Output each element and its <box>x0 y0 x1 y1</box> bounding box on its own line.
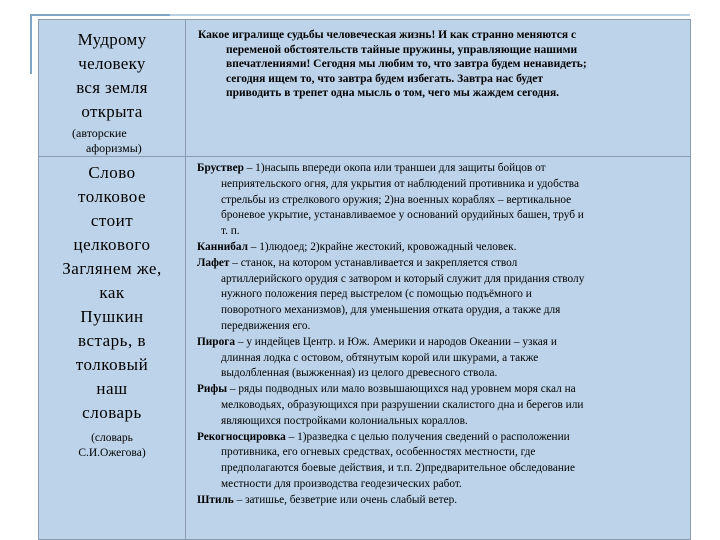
definition-entry <box>197 256 684 335</box>
definition-continuation: неприятельского огня, для укрытия от наблюдений противника и удобства <box>221 177 579 190</box>
definition-entry <box>197 240 684 256</box>
definition-continuation: т. п. <box>221 225 240 238</box>
definition-term: Штиль <box>197 493 234 506</box>
definition-term: Лафет <box>197 256 230 269</box>
definition-continuation: артиллерийского орудия с затвором и который служит для придания стволу <box>221 272 585 285</box>
aphorism-quote-cell <box>186 20 691 157</box>
dictionary-heading-cell <box>39 157 186 540</box>
definitions-list <box>186 157 690 509</box>
dictionary-source <box>39 431 185 461</box>
definition-text: – ряды подводных или мало возвышающихся над уровнем моря скал на <box>227 383 576 396</box>
definition-entry <box>197 430 684 493</box>
aphorism-heading-cell <box>39 20 186 157</box>
definition-term: Пирога <box>197 335 236 348</box>
definition-continuation: мелководьях, образующихся при разрушении скалистого дна и берегов или <box>221 398 584 411</box>
table-row-aphorisms <box>39 20 691 157</box>
heading-line: толковое <box>77 187 147 206</box>
definition-term: Бруствер <box>197 162 244 174</box>
definition-text: – 1)насыпь впереди окопа или траншеи для защиты бойцов от <box>243 162 546 174</box>
definition-continuation: поворотного механизмов), для уменьшения отката орудия, а также для <box>221 304 561 317</box>
source-line: С.И.Ожегова) <box>78 447 146 459</box>
definition-continuation: противника, его огневых средствах, особенностях местности, где <box>221 446 536 459</box>
definition-continuation: являющихся постройками колониальных кораллов. <box>221 414 468 427</box>
slide-frame-top-line <box>170 14 690 16</box>
definition-term: Рифы <box>197 383 228 396</box>
definition-entry <box>197 493 684 509</box>
quote-line: приводить в трепет одна мысль о том, чего мы жаждем сегодня. <box>226 87 560 99</box>
definition-first-line <box>197 240 684 256</box>
heading-line: встарь, в <box>78 331 146 350</box>
definition-text: – 1)людоед; 2)крайне жестокий, кровожадный человек. <box>247 240 517 253</box>
slide-frame-horizontal-line <box>30 14 170 16</box>
heading-line: стоит <box>90 211 134 230</box>
dictionary-definitions-cell <box>186 157 691 540</box>
heading-line: целкового <box>73 235 151 254</box>
table-row-dictionary <box>39 157 691 540</box>
quote-line: впечатлениями! Сегодня мы любим то, что завтра будем ненавидеть; <box>226 58 587 70</box>
definition-entry <box>197 335 684 382</box>
aphorism-quote <box>186 20 690 101</box>
definition-continuation: броневое укрытие, устанавливаемое у оснований орудийных башен, труб и <box>221 209 584 222</box>
heading-line: Мудрому <box>77 30 147 49</box>
definition-text: – затишье, безветрие или очень слабый ветер. <box>233 493 458 506</box>
slide-frame-vertical-line <box>30 14 32 74</box>
definition-continuation: длинная лодка с остовом, обтянутым корой или шкурами, а также <box>221 351 539 364</box>
definition-entry <box>197 382 684 429</box>
definition-continuation: предполагаются боевые действия, и т.п. 2)предварительное обследование <box>221 462 575 475</box>
quote-line: Какое игралище судьбы человеческая жизнь! И как странно меняются с <box>198 29 577 41</box>
heading-line: Заглянем же, <box>62 259 162 278</box>
definition-entry <box>197 161 684 240</box>
dictionary-heading <box>39 157 185 425</box>
definition-first-line <box>197 161 684 177</box>
heading-line: как <box>99 283 125 302</box>
heading-line: Пушкин <box>80 307 144 326</box>
heading-line: Слово <box>88 163 136 182</box>
definition-continuation: выдолбленная (выжженная) из целого древесного ствола. <box>221 367 498 380</box>
quote-line: переменой обстоятельств тайные пружины, управляющие нашими <box>226 43 578 56</box>
definition-first-line <box>197 335 684 351</box>
content-table <box>38 19 691 540</box>
definition-first-line <box>197 382 684 398</box>
definition-continuation: передвижения его. <box>221 319 311 332</box>
aphorism-note-line2: афоризмы) <box>86 141 142 155</box>
quote-line: сегодня ищем то, что завтра будем избегать. Завтра нас будет <box>226 72 543 85</box>
definition-continuation: местности для производства геодезических работ. <box>221 477 462 490</box>
heading-line: человеку <box>78 54 146 73</box>
heading-line: открыта <box>81 102 143 121</box>
heading-line: толковый <box>75 355 149 374</box>
heading-line: наш <box>96 379 128 398</box>
definition-first-line <box>197 256 684 272</box>
definition-text: – 1)разведка с целью получения сведений о расположении <box>285 430 570 443</box>
aphorism-note-line1: (авторские <box>72 126 127 140</box>
definition-term: Рекогносцировка <box>197 430 286 443</box>
definition-continuation: нужного положения перед выстрелом (с помощью подъёмного и <box>221 288 532 301</box>
definition-text: – у индейцев Центр. и Юж. Америки и народов Океании – узкая и <box>235 335 557 348</box>
source-line: (словарь <box>91 432 133 444</box>
heading-line: вся земля <box>76 78 148 97</box>
definition-text: – станок, на котором устанавливается и закрепляется ствол <box>229 256 518 269</box>
definition-first-line <box>197 493 684 509</box>
heading-line: словарь <box>82 403 142 422</box>
definition-first-line <box>197 430 684 446</box>
definition-term: Каннибал <box>197 240 248 253</box>
aphorism-heading <box>39 20 185 124</box>
definition-continuation: стрельбы из стрелкового оружия; 2)на военных кораблях – вертикальное <box>221 193 572 206</box>
